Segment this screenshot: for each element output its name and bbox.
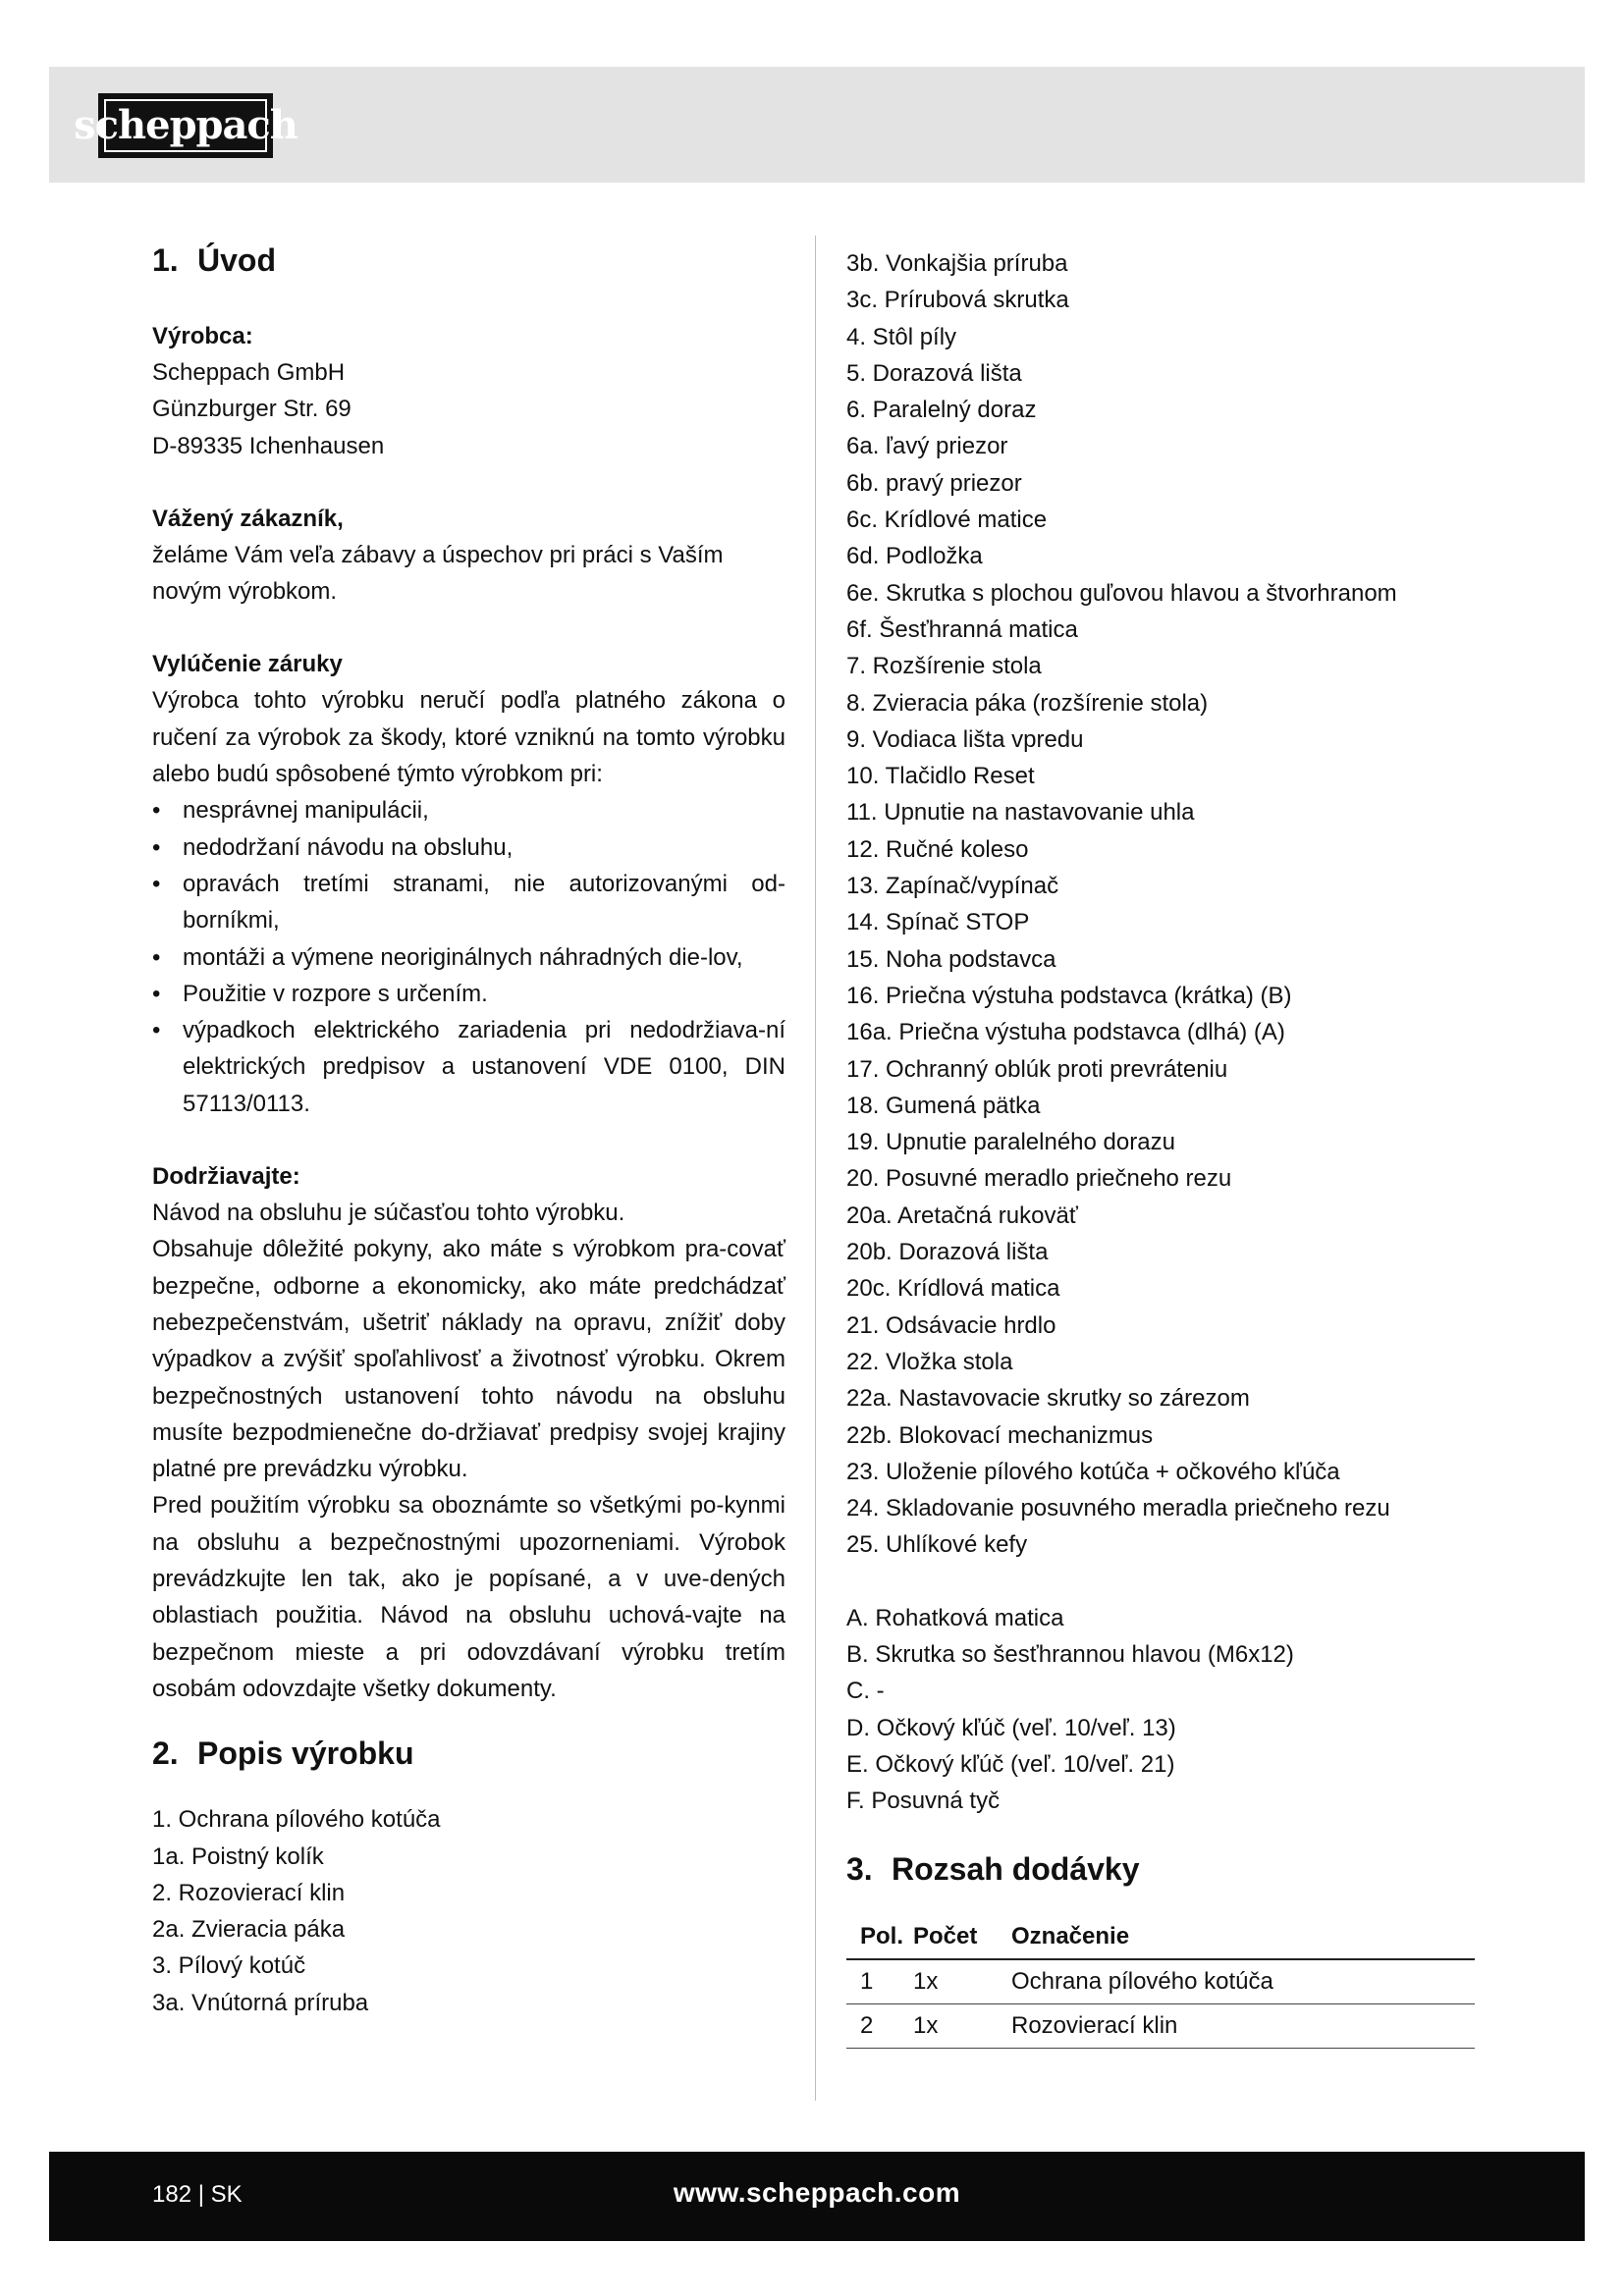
list-item: 12. Ručné koleso xyxy=(846,835,1029,863)
list-item: 21. Odsávacie hrdlo xyxy=(846,1311,1056,1339)
list-item: 22. Vložka stola xyxy=(846,1348,1013,1375)
note-text: Obsahuje dôležité pokyny, ako máte s výrobkom pra-covať bezpečne, odborne a ekonomicky, ako máte predchádzať nebezpečenstvám, ušetriť náklady na opravu, znížiť doby výpadkov a zvýšiť spoľahlivosť a životnosť výrobku. Okrem bezpečnostných ustanovení tohto návodu na obsluhu musíte bezpodmienečne do-držiavať predpisy svojej krajiny platné pre prevádzku výrobku. xyxy=(152,1236,785,1483)
table-row xyxy=(846,2004,1475,2049)
list-item: 3b. Vonkajšia príruba xyxy=(846,250,1068,277)
list-item: 20. Posuvné meradlo priečneho rezu xyxy=(846,1165,1232,1193)
list-item: 4. Stôl píly xyxy=(846,323,957,350)
table-header: Pol. xyxy=(846,1915,913,1959)
section-1-heading: 1. Úvod xyxy=(152,242,276,278)
list-item: 24. Skladovanie posuvného meradla priečneho rezu xyxy=(846,1495,1390,1522)
list-item: 18. Gumená pätka xyxy=(846,1092,1041,1119)
logo-text: scheppach xyxy=(104,99,267,152)
list-item: 20c. Krídlová matica xyxy=(846,1275,1060,1303)
parts-list-right xyxy=(846,245,1475,1564)
table-cell: 1 xyxy=(846,1959,913,2004)
list-item: 8. Zvieracia páka (rozšírenie stola) xyxy=(846,689,1209,717)
note-text: Pred použitím výrobku sa oboznámte so všetkými po-kynmi na obsluhu a bezpečnostnými upozorneniami. Výrobok prevádzkujte len tak, ako je popísané, a v uve-dených oblastiach použitia. Návod na obsluhu uchová-vajte na bezpečnom mieste a pri odovzdávaní výrobku tretím osobám odovzdajte všetky dokumenty. xyxy=(152,1492,785,1702)
page-number: 182 | SK xyxy=(152,2181,243,2208)
list-item: 16. Priečna výstuha podstavca (krátka) (B) xyxy=(846,982,1292,1009)
manufacturer-line: Günzburger Str. 69 xyxy=(152,396,352,423)
section-3-heading: 3. Rozsah dodávky xyxy=(846,1851,1140,1888)
list-item: 13. Zapínač/vypínač xyxy=(846,873,1059,900)
list-item: 6c. Krídlové matice xyxy=(846,507,1048,534)
table-cell: 1x xyxy=(913,1959,1011,2004)
list-item: 20b. Dorazová lišta xyxy=(846,1239,1049,1266)
list-item: 15. Noha podstavca xyxy=(846,945,1056,973)
warranty-item: • nesprávnej manipulácii, xyxy=(152,792,785,828)
list-item: 3a. Vnútorná príruba xyxy=(152,1989,369,2016)
list-item: 2a. Zvieracia páka xyxy=(152,1916,346,1944)
note-text: Návod na obsluhu je súčasťou tohto výrobku. xyxy=(152,1200,625,1227)
list-item: 19. Upnutie paralelného dorazu xyxy=(846,1129,1175,1156)
page-header xyxy=(49,67,1585,183)
list-item: 6e. Skrutka s plochou guľovou hlavou a štvorhranom xyxy=(846,579,1397,607)
list-item: E. Očkový kľúč (veľ. 10/veľ. 21) xyxy=(846,1750,1175,1778)
warranty-item: • výpadkoch elektrického zariadenia pri nedodržiava-ní elektrických predpisov a ustanovení VDE 0100, DIN 57113/0113. xyxy=(152,1012,785,1122)
table-header: Počet xyxy=(913,1915,1011,1959)
section-3-title: Rozsah dodávky xyxy=(892,1851,1140,1888)
warranty-heading: Vylúčenie záruky xyxy=(152,651,343,678)
table-header: Označenie xyxy=(1011,1915,1475,1959)
scheppach-logo xyxy=(74,93,298,158)
list-item: 14. Spínač STOP xyxy=(846,909,1030,936)
warranty-item: • opravách tretími stranami, nie autorizovanými od-borníkmi, xyxy=(152,866,785,939)
table-cell: Ochrana pílového kotúča xyxy=(1011,1959,1475,2004)
list-item: 1. Ochrana pílového kotúča xyxy=(152,1806,441,1834)
list-item: 25. Uhlíkové kefy xyxy=(846,1531,1028,1559)
section-2-title: Popis výrobku xyxy=(197,1735,414,1772)
manufacturer-heading: Výrobca: xyxy=(152,323,253,349)
list-item: B. Skrutka so šesťhrannou hlavou (M6x12) xyxy=(846,1640,1294,1668)
list-item: C. - xyxy=(846,1678,885,1705)
list-item: 17. Ochranný oblúk proti prevráteniu xyxy=(846,1055,1228,1083)
list-item: 6. Paralelný doraz xyxy=(846,397,1037,424)
list-item: 11. Upnutie na nastavovanie uhla xyxy=(846,799,1195,827)
list-item: F. Posuvná tyč xyxy=(846,1788,1001,1815)
list-item: 3c. Prírubová skrutka xyxy=(846,287,1069,314)
list-item: 3. Pílový kotúč xyxy=(152,1952,306,1980)
customer-heading: Vážený zákazník, xyxy=(152,505,344,532)
table-cell: Rozovierací klin xyxy=(1011,2004,1475,2049)
list-item: 5. Dorazová lišta xyxy=(846,359,1022,387)
warranty-item: • montáži a výmene neoriginálnych náhradných die-lov, xyxy=(152,939,785,976)
section-2-heading: 2. Popis výrobku xyxy=(152,1735,414,1772)
warranty-item: • nedodržaní návodu na obsluhu, xyxy=(152,829,785,866)
list-item: 6b. pravý priezor xyxy=(846,469,1022,497)
list-item: 1a. Poistný kolík xyxy=(152,1842,324,1870)
warranty-list xyxy=(152,792,785,1122)
list-item: 7. Rozšírenie stola xyxy=(846,653,1042,680)
parts-list-left xyxy=(152,1801,785,2021)
table-header-row xyxy=(846,1915,1475,1959)
table-cell: 2 xyxy=(846,2004,913,2049)
right-column xyxy=(846,245,1475,2049)
list-item: 10. Tlačidlo Reset xyxy=(846,763,1035,790)
customer-text: želáme Vám veľa zábavy a úspechov pri práci s Vaším novým výrobkom. xyxy=(152,541,724,606)
warranty-text: Výrobca tohto výrobku neručí podľa platného zákona o ručení za výrobok za škody, ktoré vzniknú na tomto výrobku alebo budú spôsobené týmto výrobkom pri: xyxy=(152,687,785,788)
page-footer xyxy=(49,2152,1585,2241)
list-item: 2. Rozovierací klin xyxy=(152,1879,346,1906)
list-item: D. Očkový kľúč (veľ. 10/veľ. 13) xyxy=(846,1714,1176,1741)
manufacturer-line: Scheppach GmbH xyxy=(152,359,346,386)
language-code: SK xyxy=(210,2181,243,2208)
note-heading: Dodržiavajte: xyxy=(152,1163,300,1191)
list-item: 22a. Nastavovacie skrutky so zárezom xyxy=(846,1385,1250,1413)
section-1-title: Úvod xyxy=(197,242,276,278)
delivery-table xyxy=(846,1915,1475,2049)
manufacturer-line: D-89335 Ichenhausen xyxy=(152,432,385,459)
list-item: 6f. Šesťhranná matica xyxy=(846,615,1078,643)
list-item: 22b. Blokovací mechanizmus xyxy=(846,1421,1154,1449)
list-item: A. Rohatková matica xyxy=(846,1604,1064,1631)
column-divider xyxy=(815,236,816,2101)
list-item: 6d. Podložka xyxy=(846,543,983,570)
table-cell: 1x xyxy=(913,2004,1011,2049)
list-item: 23. Uloženie pílového kotúča + očkového kľúča xyxy=(846,1458,1340,1485)
website-url[interactable]: www.scheppach.com xyxy=(673,2177,961,2208)
accessories-list xyxy=(846,1600,1475,1820)
list-item: 6a. ľavý priezor xyxy=(846,433,1008,460)
list-item: 16a. Priečna výstuha podstavca (dlhá) (A) xyxy=(846,1019,1285,1046)
left-column xyxy=(152,236,785,2021)
list-item: 9. Vodiaca lišta vpredu xyxy=(846,725,1084,753)
table-row xyxy=(846,1959,1475,2004)
warranty-item: • Použitie v rozpore s určením. xyxy=(152,976,785,1012)
list-item: 20a. Aretačná rukoväť xyxy=(846,1201,1078,1229)
